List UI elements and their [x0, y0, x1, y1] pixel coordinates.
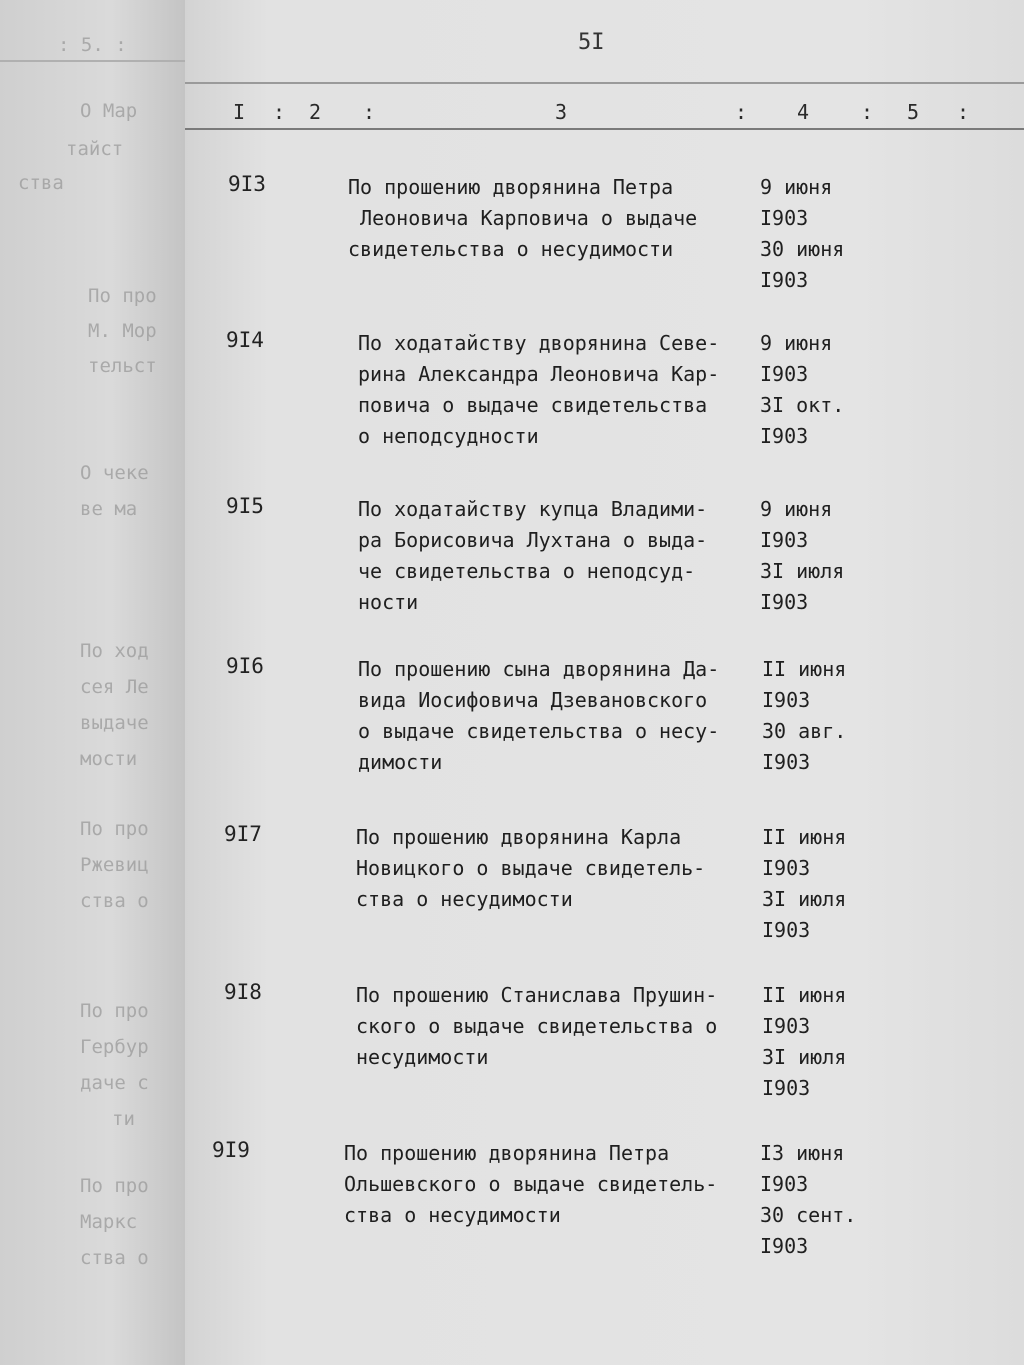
ghost-fragment: ства о [80, 1247, 149, 1269]
record-description: По ходатайству купца Владими- ра Борисовича Лухтана о выда- че свидетельства о неподсуд- ности [358, 497, 708, 614]
column-header-row [185, 96, 1024, 126]
ghost-fragment: Гербур [80, 1036, 149, 1058]
record-number: 9I4 [226, 328, 264, 352]
ghost-fragment: О Мар [80, 100, 138, 122]
ghost-fragment: ти [112, 1108, 135, 1130]
header-rule-top [185, 82, 1024, 84]
record-dates: II июня I903 3I июля I903 [762, 983, 847, 1100]
record-dates: 9 июня I903 30 июня I903 [760, 175, 845, 292]
column-header-separator: : [273, 100, 286, 124]
ghost-fragment: По про [80, 818, 149, 840]
record-dates: II июня I903 30 авг. I903 [762, 657, 847, 774]
record-number: 9I9 [212, 1138, 250, 1162]
record-dates: II июня I903 3I июля I903 [762, 825, 847, 942]
record-number: 9I3 [228, 172, 266, 196]
record-description: По прошению Станислава Прушин- ского о выдаче свидетельства о несудимости [356, 983, 718, 1069]
record-number: 9I5 [226, 494, 264, 518]
left-header-rule [0, 60, 185, 62]
ghost-fragment: тайст [66, 138, 124, 160]
record-description: По прошению сына дворянина Да- вида Иосифовича Дзевановского о выдаче свидетельства о несу- димости [358, 657, 720, 774]
left-page-bleed [0, 0, 185, 1365]
ghost-fragment: По про [88, 285, 157, 307]
ghost-fragment: Маркс [80, 1211, 138, 1233]
column-header-separator: : [735, 100, 748, 124]
record-dates: 9 июня I903 3I окт. I903 [760, 331, 845, 448]
ghost-fragment: Ржевиц [80, 854, 149, 876]
record-number: 9I7 [224, 822, 262, 846]
ghost-fragment: тельст [88, 355, 157, 377]
ghost-fragment: сея Ле [80, 676, 149, 698]
ghost-fragment: По ход [80, 640, 149, 662]
ghost-fragment: ства о [80, 890, 149, 912]
ghost-fragment: даче с [80, 1072, 149, 1094]
ghost-fragment: М. Мор [88, 320, 157, 342]
record-description: По ходатайству дворянина Севе- рина Александра Леоновича Кар- повича о выдаче свидетельства о неподсудности [358, 331, 720, 448]
ghost-fragment: По про [80, 1175, 149, 1197]
column-header: 2 [309, 100, 322, 124]
column-header: 3 [555, 100, 568, 124]
ghost-fragment: мости [80, 748, 138, 770]
column-header: 4 [797, 100, 810, 124]
record-number: 9I8 [224, 980, 262, 1004]
ghost-fragment: выдаче [80, 712, 149, 734]
record-description: По прошению дворянина Петра Ольшевского о выдаче свидетель- ства о несудимости [344, 1141, 718, 1227]
record-description: По прошению дворянина Петра Леоновича Карповича о выдаче свидетельства о несудимости [348, 175, 698, 261]
ghost-fragment: По про [80, 1000, 149, 1022]
record-dates: 9 июня I903 3I июля I903 [760, 497, 845, 614]
record-description: По прошению дворянина Карла Новицкого о выдаче свидетель- ства о несудимости [356, 825, 706, 911]
record-number: 9I6 [226, 654, 264, 678]
record-dates: I3 июня I903 30 сент. I903 [760, 1141, 857, 1258]
column-header-separator: : [861, 100, 874, 124]
ghost-fragment: ства [18, 172, 64, 194]
ghost-fragment: ве ма [80, 498, 138, 520]
column-header-separator: : [957, 100, 970, 124]
column-header: 5 [907, 100, 920, 124]
page-number: 5I [578, 30, 605, 55]
ghost-fragment: О чеке [80, 462, 149, 484]
column-header-separator: : [363, 100, 376, 124]
left-page-header: : 5. : [58, 34, 127, 56]
header-rule-bottom [185, 128, 1024, 130]
column-header: I [233, 100, 246, 124]
